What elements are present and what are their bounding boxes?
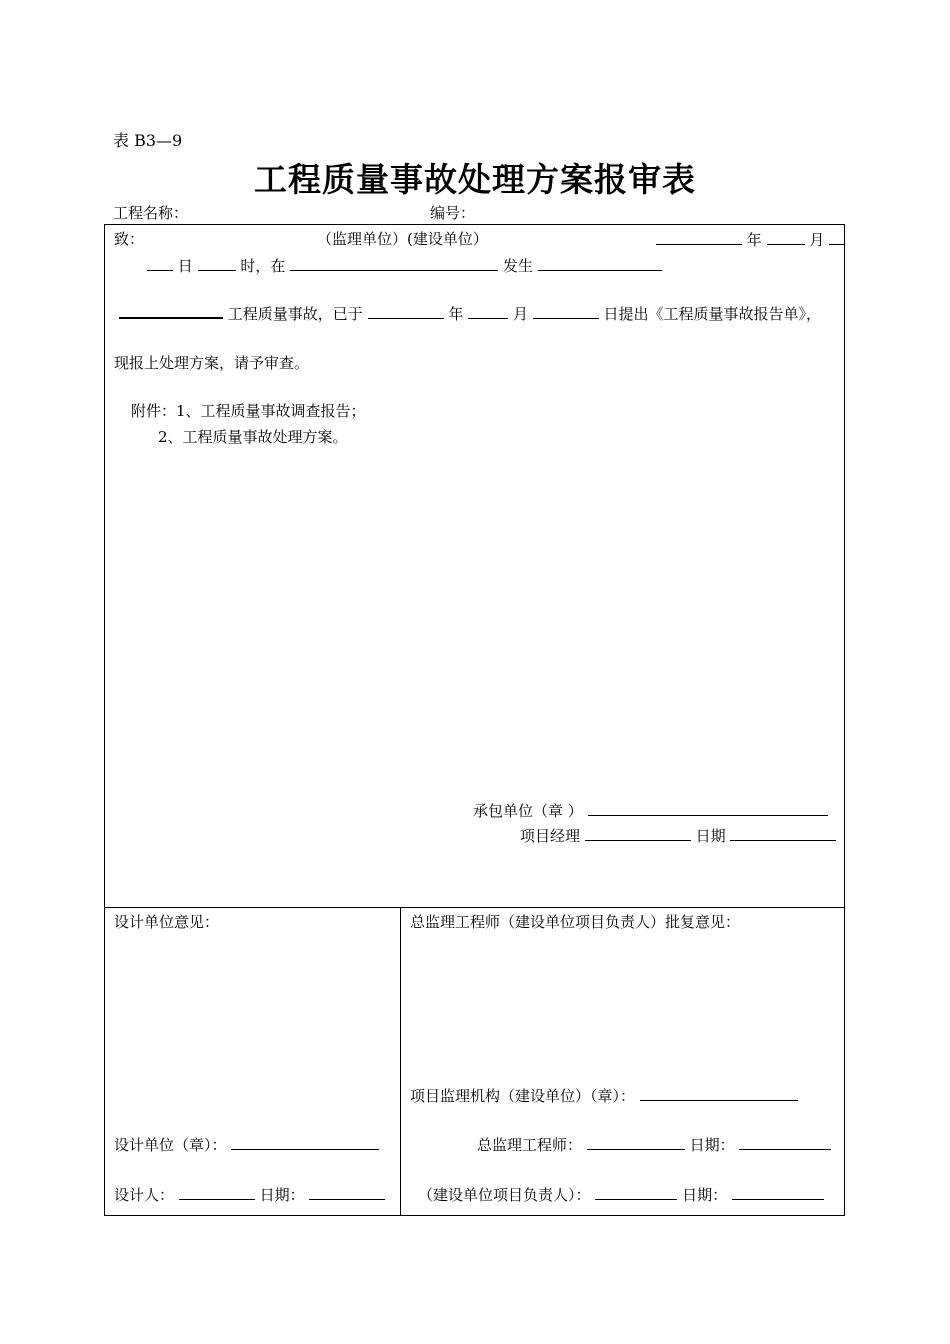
owner-rep-date-blank[interactable] [732, 1185, 824, 1200]
form-code: 表 B3—9 [113, 131, 183, 150]
chief-engineer-row [477, 1135, 831, 1154]
project-name-label: 工程名称： [113, 204, 189, 222]
owner-rep-row [418, 1185, 824, 1204]
location-blank[interactable] [290, 256, 498, 271]
project-blank[interactable] [119, 303, 223, 319]
month-tail-blank[interactable] [829, 230, 845, 245]
design-unit-label: 设计单位（章）： [114, 1136, 227, 1154]
occurrence-row [147, 256, 662, 275]
design-unit-blank[interactable] [231, 1135, 379, 1150]
serial-number-label: 编号： [430, 204, 476, 222]
form-table [104, 224, 845, 1216]
hour-label: 时，在 [240, 257, 286, 275]
manager-blank[interactable] [585, 826, 691, 841]
attachment-2: 2、工程质量事故处理方案。 [158, 428, 348, 446]
submit-text: 现报上处理方案，请予审查。 [114, 354, 310, 372]
supervision-org-label: 项目监理机构（建设单位）（章）： [410, 1087, 636, 1105]
submit-month-label: 月 [512, 305, 528, 323]
manager-row [520, 826, 836, 845]
chief-engineer-blank[interactable] [587, 1135, 685, 1150]
designer-date-blank[interactable] [309, 1185, 385, 1200]
occurred-label: 发生 [502, 257, 533, 275]
column-divider [400, 907, 401, 1215]
month-blank[interactable] [767, 230, 805, 245]
manager-date-blank[interactable] [730, 826, 836, 841]
report-date-row [656, 230, 845, 249]
designer-date-label: 日期： [259, 1186, 305, 1204]
chief-engineer-date-blank[interactable] [739, 1135, 831, 1150]
attachment-1: 附件：1、工程质量事故调查报告； [131, 402, 366, 420]
chief-engineer-date-label: 日期： [689, 1136, 735, 1154]
designer-blank[interactable] [179, 1185, 255, 1200]
hour-blank[interactable] [198, 256, 236, 271]
chief-engineer-label: 总监理工程师： [477, 1136, 583, 1154]
month-label: 月 [809, 231, 825, 249]
designer-row [114, 1185, 385, 1204]
owner-rep-date-label: 日期： [682, 1186, 728, 1204]
to-label: 致： [114, 230, 145, 248]
manager-date-label: 日期 [695, 827, 726, 845]
designer-label: 设计人： [114, 1186, 175, 1204]
contractor-row [473, 801, 828, 820]
supervisor-opinion-label: 总监理工程师（建设单位项目负责人）批复意见： [410, 913, 741, 931]
contractor-blank[interactable] [588, 801, 828, 816]
accident-text: 工程质量事故，已于 [227, 305, 363, 323]
year-label: 年 [746, 231, 762, 249]
supervision-org-row [410, 1086, 798, 1105]
day-blank[interactable] [147, 256, 173, 271]
design-opinion-label: 设计单位意见： [114, 913, 220, 931]
supervision-org-blank[interactable] [640, 1086, 798, 1101]
contractor-label: 承包单位（章 ） [473, 802, 583, 820]
year-blank[interactable] [656, 230, 742, 245]
submit-year-label: 年 [448, 305, 464, 323]
owner-rep-label: （建设单位项目负责人）： [418, 1186, 591, 1204]
accident-row [119, 303, 821, 323]
page-title: 工程质量事故处理方案报审表 [254, 160, 696, 199]
day-label: 日 [177, 257, 193, 275]
submitted-day-text: 日提出《工程质量事故报告单》， [603, 305, 822, 323]
submit-day-blank[interactable] [533, 304, 599, 319]
occurred-blank[interactable] [538, 256, 662, 271]
manager-label: 项目经理 [520, 827, 581, 845]
recipient-unit: （监理单位）(建设单位） [317, 230, 488, 248]
design-unit-row [114, 1135, 379, 1154]
submit-month-blank[interactable] [468, 304, 508, 319]
section-divider [105, 907, 844, 908]
submit-year-blank[interactable] [368, 304, 444, 319]
owner-rep-blank[interactable] [595, 1185, 677, 1200]
